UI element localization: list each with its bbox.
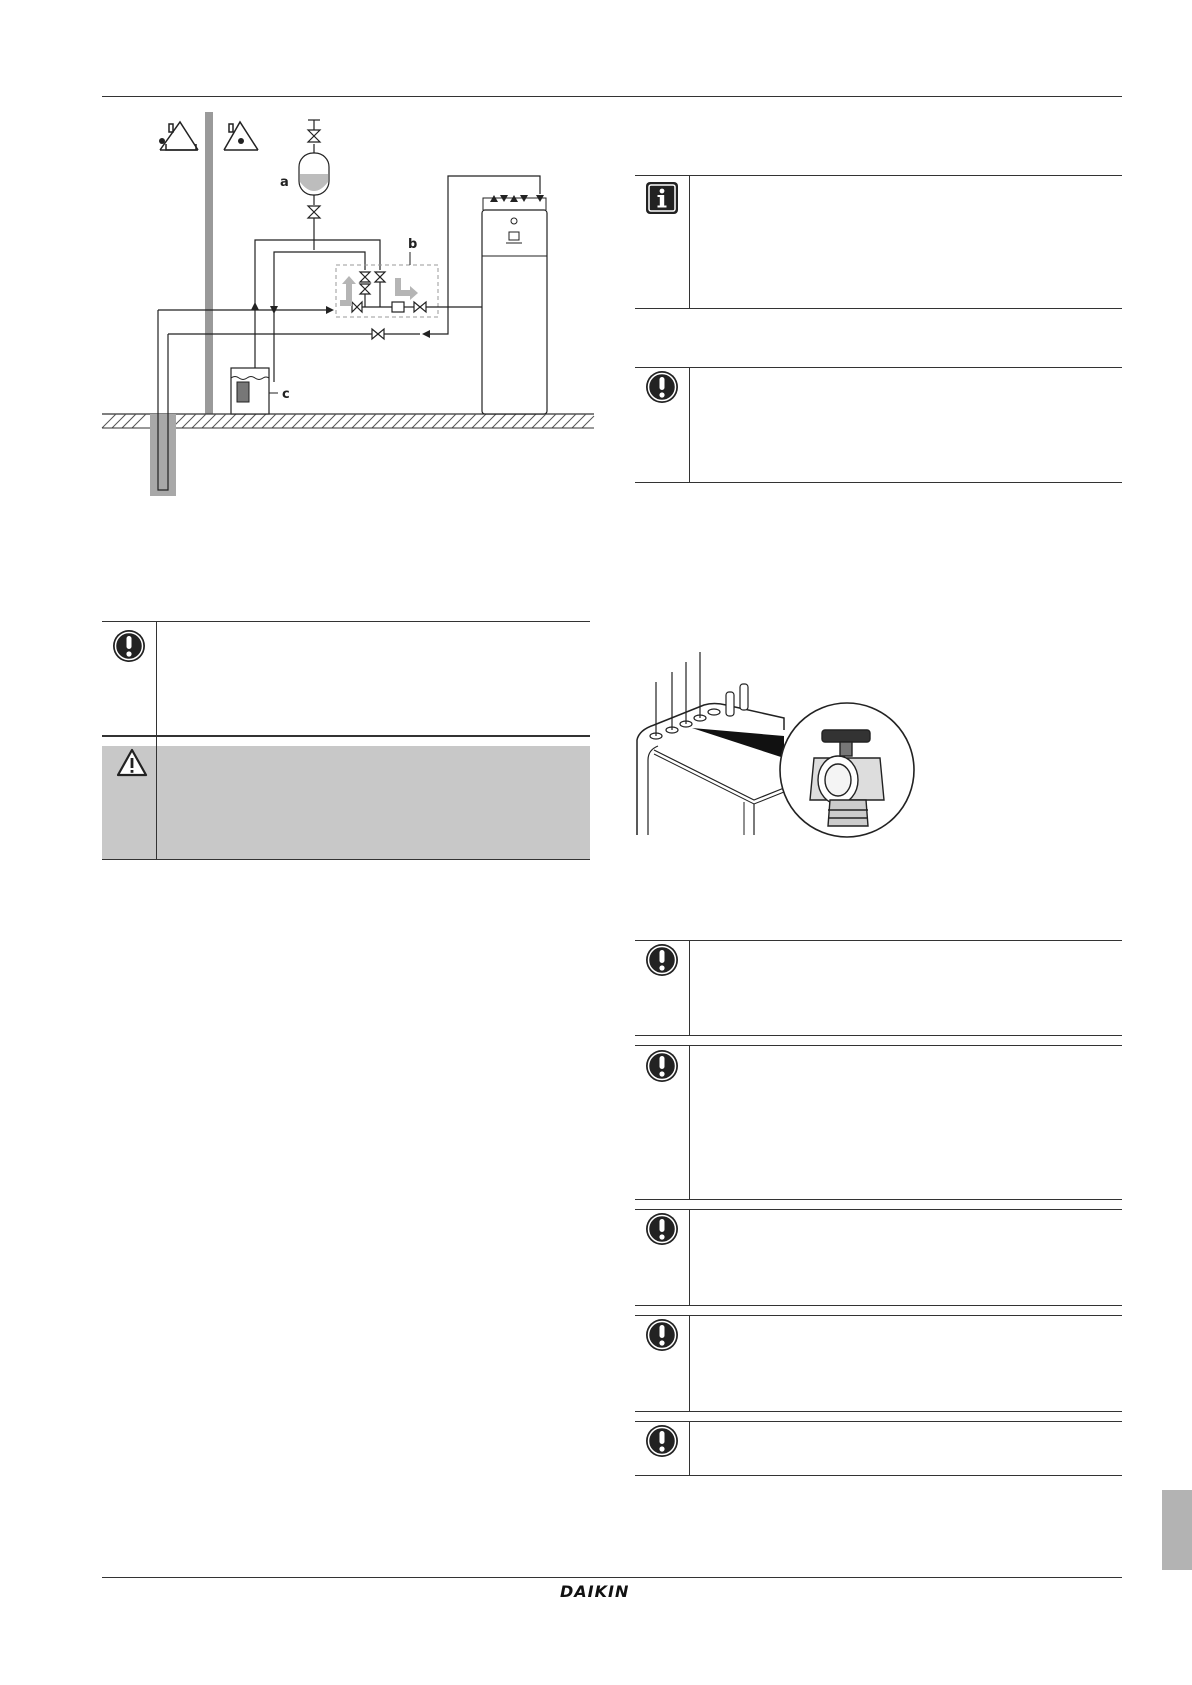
header-rule (102, 96, 1122, 97)
exclamation-circle-icon (645, 943, 679, 977)
left-note-box (102, 621, 590, 736)
label-a: a (280, 175, 289, 190)
right-note-box-6 (635, 1421, 1122, 1476)
exclamation-circle-icon (645, 1318, 679, 1352)
right-note-box-2 (635, 940, 1122, 1036)
right-note-box-5 (635, 1315, 1122, 1412)
valve-return (372, 329, 384, 339)
ball-valve-illustration (634, 650, 924, 840)
exclamation-circle-icon (645, 1424, 679, 1458)
well (150, 414, 176, 496)
wall (205, 112, 213, 414)
indoor-dot (238, 138, 244, 144)
house-outdoor-icon (160, 122, 198, 150)
right-note-box-1 (635, 367, 1122, 483)
house-indoor-icon (224, 122, 258, 150)
heat-pump-unit (482, 195, 547, 414)
outdoor-dot (159, 138, 165, 144)
label-b: b (408, 237, 418, 252)
expansion-vessel (299, 120, 329, 250)
right-note-box-4 (635, 1209, 1122, 1306)
piping-diagram (100, 110, 595, 505)
exclamation-circle-icon (112, 629, 146, 663)
exclamation-circle-icon (645, 1049, 679, 1083)
warning-triangle-icon (116, 748, 148, 778)
exclamation-circle-icon (645, 370, 679, 404)
info-box (635, 175, 1122, 309)
label-c: c (282, 387, 290, 402)
info-icon (645, 181, 679, 215)
right-note-box-3 (635, 1045, 1122, 1200)
daikin-logo: DAIKIN (560, 1582, 630, 1601)
exclamation-circle-icon (645, 1212, 679, 1246)
chapter-side-tab (1162, 1490, 1192, 1570)
water-tank (231, 368, 269, 414)
left-warning-box (102, 736, 590, 860)
footer-rule (102, 1577, 1122, 1578)
